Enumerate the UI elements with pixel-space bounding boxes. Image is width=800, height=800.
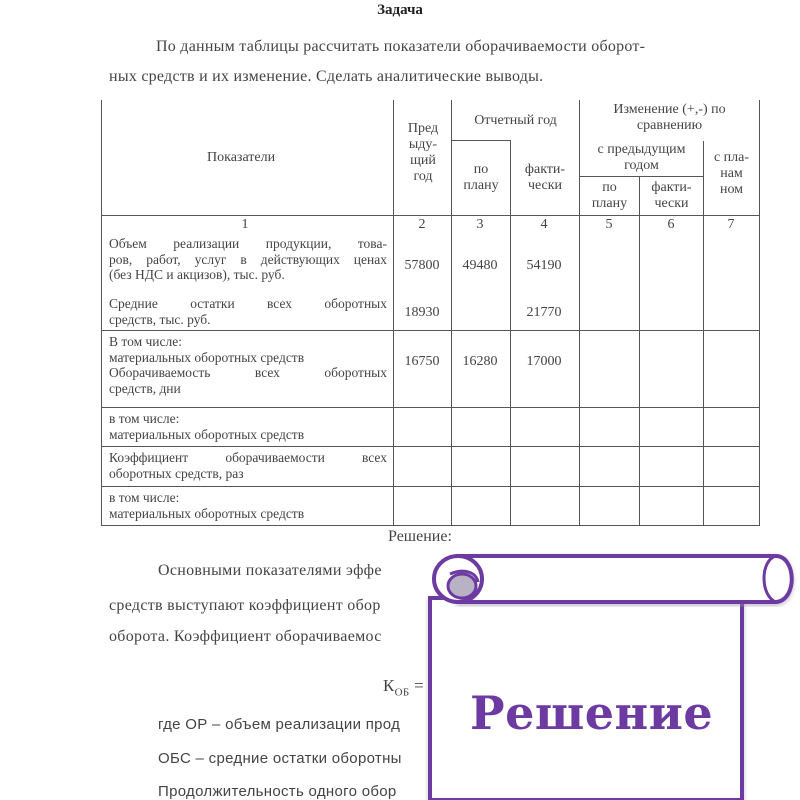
header-prev-year: Пред ыду- щий год [407, 121, 439, 184]
table-cell-actual: 17000 [526, 354, 562, 369]
header-plan: по плану [463, 162, 499, 193]
table-cell-prev: 18930 [404, 305, 440, 320]
header-change: Изменение (+,-) по сравнению [613, 102, 726, 133]
header-vs-prev: с предыдущим годом [597, 142, 686, 173]
header-actual: факти- чески [524, 162, 566, 193]
table-cell-actual: 54190 [526, 258, 562, 273]
header-report-year: Отчетный год [474, 113, 557, 128]
col-number-2: 2 [418, 217, 426, 232]
table-cell-plan: 16280 [462, 354, 498, 369]
table-row-label: В том числе: материальных оборотных средств Оборачиваемость всех оборотных средств, дни [109, 334, 387, 396]
table-row-label: Объем реализации продукции, това- ров, работ, услуг в действующих ценах (без НДС и акцизов), тыс. руб. [109, 236, 387, 282]
col-number-5: 5 [605, 217, 613, 232]
header-vs-prev-plan: по плану [591, 180, 628, 211]
solution-heading: Решение: [388, 528, 452, 545]
col-number-1: 1 [241, 217, 249, 232]
col-number-3: 3 [476, 217, 484, 232]
intro-line-2: ных средств и их изменение. Сделать аналитические выводы. [109, 68, 544, 85]
col-number-6: 6 [667, 217, 675, 232]
table-cell-prev: 16750 [404, 354, 440, 369]
header-vs-prev-actual: факти- чески [651, 180, 692, 211]
solution-line-4: где ОР – объем реализации прод [158, 716, 401, 733]
solution-line-1: Основными показателями эффе [158, 562, 382, 579]
formula: $К_{ОБ}$ = [383, 676, 424, 699]
table-cell-prev: 57800 [404, 258, 440, 273]
intro-line-1: По данным таблицы рассчитать показатели оборачиваемости оборот- [156, 38, 646, 55]
table-row-label: в том числе: материальных оборотных средств [109, 490, 305, 521]
solution-line-6: Продолжительность одного обор [158, 783, 397, 800]
scroll-banner-icon [420, 550, 800, 800]
task-title: Задача [377, 2, 423, 18]
col-number-7: 7 [727, 217, 735, 232]
table-row-label: Средние остатки всех оборотных средств, тыс. руб. [109, 296, 387, 327]
solution-line-3: оборота. Коэффициент оборачиваемос [109, 628, 382, 645]
table-row-label: Коэффициент оборачиваемости всех оборотных средств, раз [109, 450, 387, 481]
table-cell-plan: 49480 [462, 258, 498, 273]
table-cell-actual: 21770 [526, 305, 562, 320]
scroll-label: Решение [470, 686, 714, 740]
solution-line-2: средств выступают коэффициент обор [109, 597, 381, 614]
header-indicators: Показатели [207, 150, 276, 165]
solution-line-5: ОБС – средние остатки оборотны [158, 750, 402, 767]
table-row-label: в том числе: материальных оборотных средств [109, 411, 305, 442]
col-number-4: 4 [540, 217, 548, 232]
header-vs-plan: с пла- нам ном [713, 150, 750, 197]
